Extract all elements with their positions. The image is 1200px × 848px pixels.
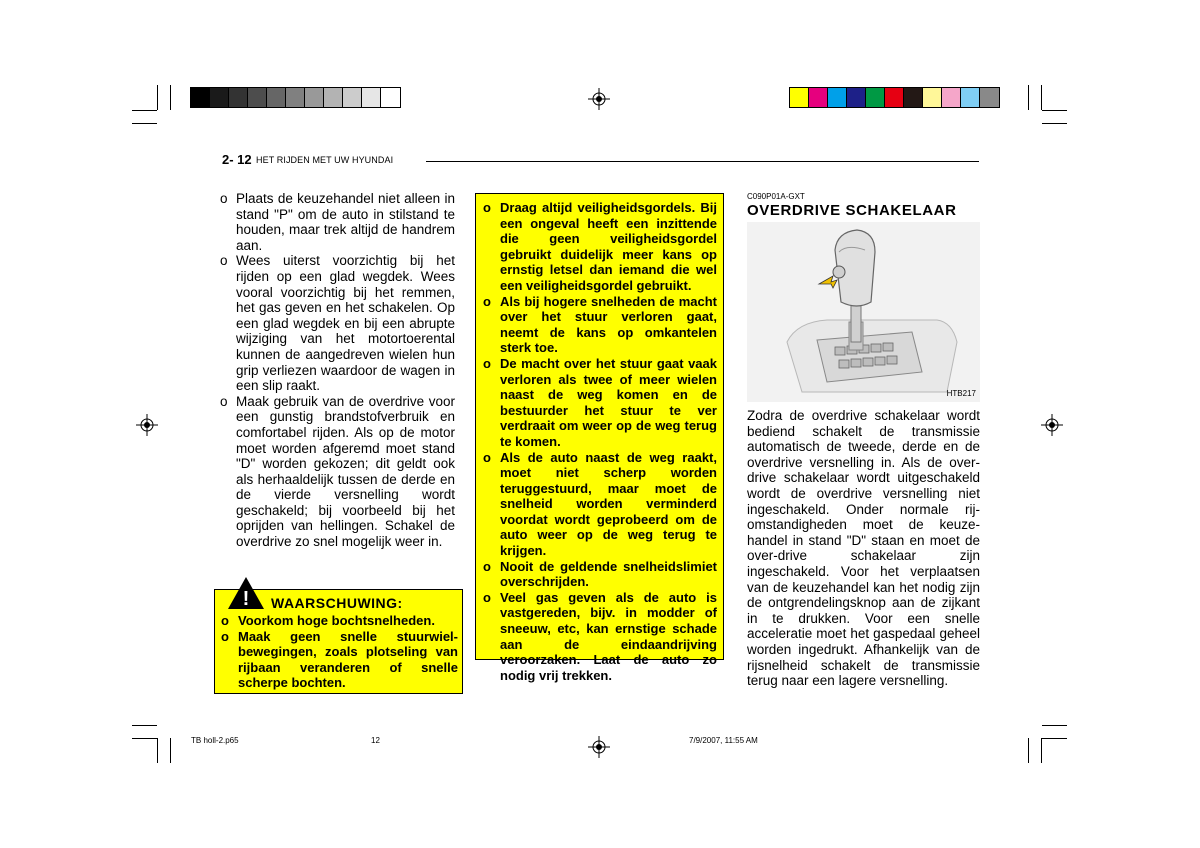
warning-box	[214, 589, 463, 694]
bullet: o	[220, 393, 228, 409]
header-rule	[426, 161, 979, 162]
list-item: o Wees uiterst voorzichtig bij het rijden op een glad wegdek. Wees vooral voorzichtig bij het remmen, het gas geven en het schakelen. Op een glad wegdek en bij een abrupte wijziging van het motortoerental kunnen de aangedreven wielen hun grip verliezen waardoor de wagen in een slip raakt.	[220, 253, 455, 394]
list-item: o Voorkom hoge bochtsnelheden.	[221, 613, 435, 628]
list-item: o Maak geen snelle stuurwiel-bewegingen, zoals plotseling van rijbaan veranderen of snelle scherpe bochten.	[221, 628, 458, 691]
body-paragraph: Zodra de overdrive schakelaar wordt bediend schakelt de transmissie automatisch de tweede, derde en de overdrive versnelling in. Als de over-drive schakelaar wordt uitgeschakeld wordt de overdrive versnelling niet ingeschakeld. Onder normale rij-omstandigheden moet de keuze-handel in stand "D" staan en moet de over-drive schakelaar zijn ingeschakeld. Voor het verplaatsen van de keuzehandel kan het nodig zijn de ontgrendelingsknop aan de zijkant in te drukken. Voor een snelle acceleratie moet het gaspedaal geheel worden ingedrukt. Afhankelijk van de rijsnelheid schakelt de transmissie terug naar een lagere versnelling.	[747, 408, 980, 689]
bullet: o	[483, 293, 491, 309]
color-swatch	[885, 88, 904, 107]
color-swatch	[191, 88, 210, 107]
grayscale-bar	[190, 87, 401, 108]
section-code: C090P01A-GXT	[747, 192, 805, 201]
bullet: o	[220, 191, 228, 206]
list-item: o Als de auto naast de weg raakt, moet niet scherp worden teruggestuurd, maar moet de snelheid worden verminderd voordat wordt geprobeerd om de auto weer op de weg terug te krijgen.	[483, 449, 717, 559]
page-number: 2- 12	[222, 152, 252, 167]
registration-mark-icon	[588, 88, 610, 110]
color-bar	[789, 87, 1000, 108]
list-item: o Nooit de geldende snelheidslimiet overschrijden.	[483, 558, 717, 590]
gear-shifter-illustration	[747, 222, 980, 402]
bullet: o	[483, 355, 491, 371]
color-swatch	[961, 88, 980, 107]
color-swatch	[381, 88, 400, 107]
list-item: o Veel gas geven als de auto is vastgereden, bijv. in modder of sneeuw, etc, kan ernstige schade aan de eindaandrijving veroorzaken. Laat de auto zo nodig vrij trekken.	[483, 589, 717, 683]
color-swatch	[305, 88, 324, 107]
registration-mark-icon	[1041, 414, 1063, 436]
color-swatch	[980, 88, 999, 107]
color-swatch	[847, 88, 866, 107]
bullet: o	[221, 628, 229, 644]
color-swatch	[828, 88, 847, 107]
figure-label: HTB217	[946, 389, 976, 398]
color-swatch	[286, 88, 305, 107]
color-swatch	[866, 88, 885, 107]
bullet: o	[483, 449, 491, 465]
footer-filename: TB holl-2.p65	[191, 736, 239, 745]
list-item: o De macht over het stuur gaat vaak verloren als twee of meer wielen naast de weg komen en de bestuurder het stuur te ver verdraait om weer op de weg terug te komen.	[483, 355, 717, 449]
warning-triangle-icon	[227, 576, 265, 610]
color-swatch	[229, 88, 248, 107]
svg-text:!: !	[242, 588, 250, 610]
list-item: o Plaats de keuzehandel niet alleen in stand "P" om de auto in stilstand te houden, maar trek altijd de handrem aan.	[220, 191, 455, 253]
gear-shifter-icon	[747, 222, 980, 402]
color-swatch	[790, 88, 809, 107]
color-swatch	[362, 88, 381, 107]
bullet: o	[483, 589, 491, 605]
bullet: o	[483, 558, 491, 574]
section-title: HET RIJDEN MET UW HYUNDAI	[256, 155, 394, 165]
list-item: o Draag altijd veiligheidsgordels. Bij een ongeval heeft een inzittende die geen veiligheidsgordel gebruikt duidelijk meer kans op ernstig letsel dan iemand die wel een veiligheidsgordel gebruikt.	[483, 200, 717, 293]
footer-timestamp: 7/9/2007, 11:55 AM	[689, 736, 758, 745]
color-swatch	[942, 88, 961, 107]
color-swatch	[324, 88, 343, 107]
bullet: o	[220, 253, 228, 269]
list-item: o Maak gebruik van de overdrive voor een gunstig brandstofverbruik en comfortabel rijden. Als op de motor moet worden afgeremd moet stand "D" worden gekozen; dit geldt ook als herhaaldelijk tussen de derde en de vierde versnelling wordt geschakeld; bij voorbeeld bij het oprijden van hellingen. Schakel de overdrive zo snel mogelijk weer in.	[220, 393, 455, 550]
list-item: o Als bij hogere snelheden de macht over het stuur verloren gaat, neemt de kans op omkantelen sterk toe.	[483, 293, 717, 356]
color-swatch	[904, 88, 923, 107]
color-swatch	[809, 88, 828, 107]
color-swatch	[923, 88, 942, 107]
footer-page: 12	[371, 736, 380, 745]
color-swatch	[210, 88, 229, 107]
color-swatch	[343, 88, 362, 107]
registration-mark-icon	[136, 414, 158, 436]
section-heading: OVERDRIVE SCHAKELAAR	[747, 202, 957, 219]
color-swatch	[267, 88, 286, 107]
left-column	[220, 191, 455, 550]
bullet: o	[483, 200, 491, 215]
safety-notice-box	[475, 193, 724, 683]
bullet: o	[221, 613, 229, 628]
color-swatch	[248, 88, 267, 107]
registration-mark-icon	[588, 736, 610, 758]
warning-title: WAARSCHUWING:	[271, 595, 403, 611]
